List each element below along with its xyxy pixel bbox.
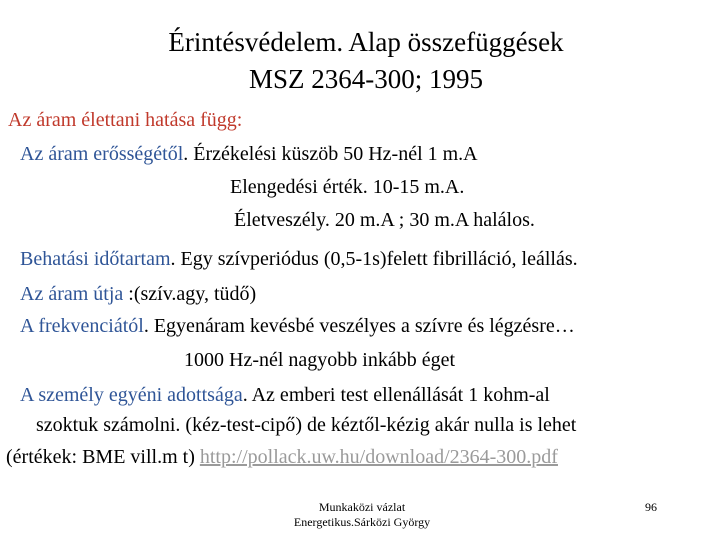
item-text: 1000 Hz-nél nagyobb inkább éget [184,349,456,371]
item-text: . Az emberi test ellenállását 1 kohm-al [242,384,550,406]
list-item [20,142,478,166]
item-text: . Érzékelési küszöb 50 Hz-nél 1 m.A [183,143,478,165]
item-text: . Egy szívperiódus (0,5-1s)felett fibrilláció, leállás. [170,248,578,270]
item-label: Az áram útja [20,283,124,305]
item-text: Elengedési érték. 10-15 m.A. [230,176,465,198]
item-text: Életveszély. 20 m.A ; 30 m.A halálos. [234,209,535,231]
list-item [20,314,575,338]
list-item [20,282,256,306]
item-text: :(szív.agy, tüdő) [123,283,257,305]
section-heading: Az áram élettani hatása függ: [8,109,243,131]
slide-title: Érintésvédelem. Alap összefüggések [168,27,564,57]
item-label: A frekvenciától [20,315,144,337]
item-label: Az áram erősségétől [20,143,184,165]
list-item [6,445,558,469]
footer-line: Munkaközi vázlat [318,500,406,514]
item-label: A személy egyéni adottsága [20,384,243,406]
source-link[interactable]: http://pollack.uw.hu/download/2364-300.pdf [199,446,558,468]
slide-subtitle: MSZ 2364-300; 1995 [248,64,483,94]
list-item [20,383,550,407]
list-item [20,247,578,271]
page-number: 96 [645,500,657,514]
footer-line: Energetikus.Sárközi György [293,515,431,529]
item-text: (értékek: BME vill.m t) [6,446,200,468]
footer [262,500,462,530]
item-label: Behatási időtartam [20,248,171,270]
item-text: szoktuk számolni. (kéz-test-cipő) de kéztől-kézig akár nulla is lehet [36,414,577,436]
item-text: . Egyenáram kevésbé veszélyes a szívre és légzésre… [143,315,575,337]
